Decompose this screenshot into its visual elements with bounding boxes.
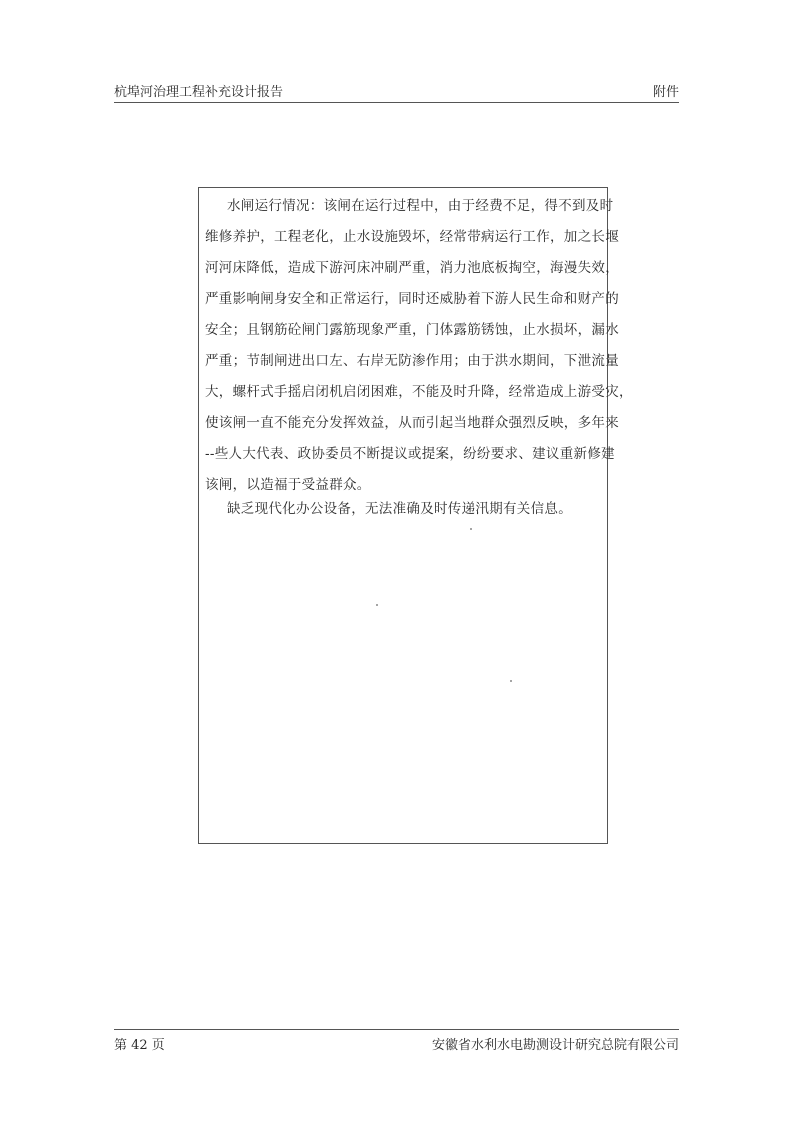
- body-line: --些人大代表、政协委员不断提议或提案，纷纷要求、建议重新修建: [205, 446, 615, 462]
- body-line: 大，螺杆式手摇启闭机启闭困难，不能及时升降，经常造成上游受灾，: [205, 384, 633, 400]
- section-label: 附件: [652, 85, 679, 100]
- footer-divider: [114, 1029, 679, 1030]
- body-line: 河河床降低，造成下游河床冲刷严重，消力池底板掏空，海漫失效，: [205, 260, 619, 276]
- page-footer: [114, 1034, 679, 1054]
- company-name: 安徽省水利水电勘测设计研究总院有限公司: [431, 1038, 679, 1053]
- text-body: [205, 194, 633, 837]
- body-line: 使该闸一直不能充分发挥效益，从而引起当地群众强烈反映，多年来: [205, 415, 619, 431]
- body-line: 维修养护，工程老化，止水设施毁坏，经常带病运行工作，加之长堰: [205, 229, 619, 245]
- text-frame: [198, 187, 633, 844]
- body-line: 严重影响闸身安全和正常运行，同时还威胁着下游人民生命和财产的: [205, 291, 619, 307]
- scan-speck: [470, 528, 472, 530]
- body-line: 严重；节制闸进出口左、右岸无防渗作用；由于洪水期间，下泄流量: [205, 353, 619, 369]
- scan-speck: [376, 604, 378, 606]
- scan-speck: [510, 680, 512, 682]
- body-line: 缺乏现代化办公设备，无法准确及时传递汛期有关信息。: [227, 501, 572, 517]
- body-line: 安全；且钢筋砼闸门露筋现象严重，门体露筋锈蚀，止水损坏，漏水: [205, 322, 619, 338]
- header-divider: [114, 102, 679, 103]
- page-number: 第 42 页: [114, 1038, 165, 1053]
- report-title: 杭埠河治理工程补充设计报告: [114, 85, 284, 100]
- body-line: 该闸，以造福于受益群众。: [205, 477, 371, 493]
- body-line: 水闸运行情况：该闸在运行过程中，由于经费不足，得不到及时: [227, 198, 614, 214]
